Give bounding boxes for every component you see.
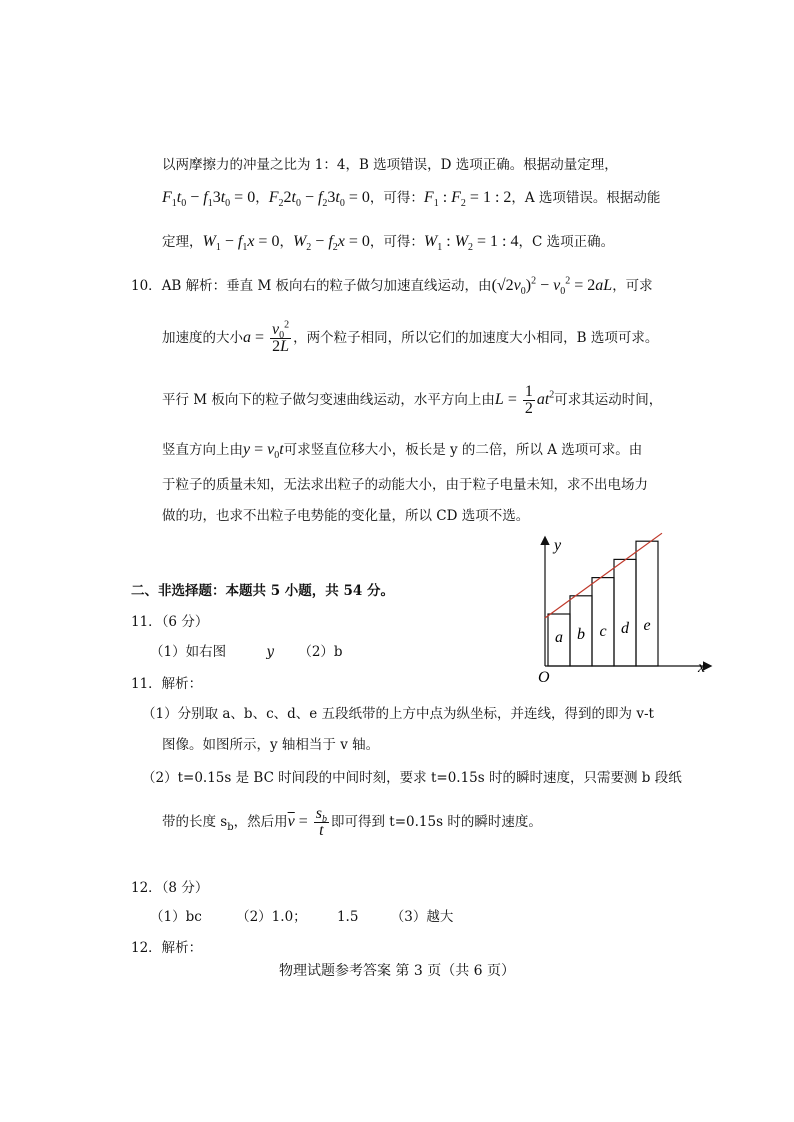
q10-line-5: 于粒子的质量未知，无法求出粒子的动能大小，由于粒子电量未知，求不出电场力 [162,477,648,493]
tape-bar-label-e: e [643,617,651,634]
p9-line-3: 定理，$W_1 - f_1x = 0$，$W_2 - f_2x = 0$，可得：$W_1$ : $W_2 = 1$ : 4，C 选项正确。 [162,233,615,254]
tape-bar-label-a: a [555,629,563,646]
velocity-fit-line [545,533,662,618]
origin-label: O [538,669,550,685]
momentum-equation-1: $F_1t_0 - f_13t_0 = 0$ [162,189,256,210]
q11-explanation-2: （2）t=0.15s 是 BC 时间段的中间时刻，要求 t=0.15s 时的瞬时速度，只需要测 b 段纸 [142,770,682,786]
q11-explanation-3: 带的长度 $s_b$，然后用$\overline{v}$ = $\frac{s_b}{t}$ 即可得到 t=0.15s 时的瞬时速度。 [162,805,542,839]
q12-answers: （1）bc （2）1.0； 1.5 （3）越大 [150,909,454,925]
tape-velocity-figure [530,530,720,685]
tape-bar-label-d: d [621,620,629,637]
page-footer: 物理试题参考答案 第 3 页（共 6 页） [278,963,516,979]
p9-line-1: 以两摩擦力的冲量之比为 1：4，B 选项错误，D 选项正确。根据动量定理， [162,157,618,173]
tape-bar-e [636,541,658,666]
energy-equation-2: $W_2 - f_2x = 0$ [292,233,370,254]
force-ratio: $F_1$ : $F_2 = 1$ : 2 [423,189,512,210]
q11-explanation-label: 11．解析： [131,676,203,692]
q10-line-3: 平行 M 板向下的粒子做匀变速曲线运动，水平方向上由L = $\frac{1}{2}$ $at^2$可求其运动时间， [162,383,663,417]
vertical-displacement-formula: $y = v_0t$ [243,441,284,462]
q10-line-2: 加速度的大小a = $\frac{v_0^2}{2L}$ ，两个粒子相同，所以它们的加速度大小相同，B 选项可求。 [162,319,659,355]
y-axis-label: y [554,537,562,554]
q11-header: 11．（6 分） [131,614,209,630]
q10-line-1: 10．AB 解析：垂直 M 板向右的粒子做匀加速直线运动，由$(√2v_0)^2 - v_0^2 = 2aL$，可求 [131,275,653,298]
acceleration-formula: a = $\frac{v_0^2}{2L}$ [243,319,290,355]
energy-equation-1: $W_1 - f_1x = 0$ [202,233,280,254]
displacement-formula: L = $\frac{1}{2}$ $at^2$ [494,383,555,417]
q11-explanation-1b: 图像。如图所示，y 轴相当于 v 轴。 [162,737,380,753]
tape-bar-c [592,578,614,666]
tape-bar-label-b: b [577,626,585,643]
kinematics-equation: $(√2v_0)^2 - v_0^2 = 2aL$ [491,275,613,298]
tape-bar-label-c: c [599,623,607,640]
q12-explanation-label: 12．解析： [131,940,203,956]
work-ratio: $W_1$ : $W_2 = 1$ : 4 [423,233,519,254]
average-velocity-formula: $\overline{v}$ = $\frac{s_b}{t}$ [287,805,328,839]
x-axis-label: x [698,659,706,676]
momentum-equation-2: $F_22t_0 - f_23t_0 = 0$ [268,189,370,210]
p9-line-2: $F_1t_0 - f_13t_0 = 0$，$F_22t_0 - f_23t_0 = 0$，可得：$F_1$ : $F_2 = 1$ : 2，A 选项错误。根据动能 [162,189,661,210]
q11-explanation-1: （1）分别取 a、b、c、d、e 五段纸带的上方中点为纵坐标，并连线，得到的即为 v-t [142,706,654,722]
q11-answers: （1）如右图 y （2）b [150,644,343,660]
section-heading: 二、非选择题：本题共 5 小题，共 54 分。 [131,583,394,599]
q10-line-6: 做的功，也求不出粒子电势能的变化量，所以 CD 选项不选。 [162,508,530,524]
q12-header: 12．（8 分） [131,880,209,896]
q10-line-4: 竖直方向上由$y = v_0t$可求竖直位移大小，板长是 y 的二倍，所以 A 选项可求。由 [162,441,643,462]
tape-bar-d [614,559,636,666]
